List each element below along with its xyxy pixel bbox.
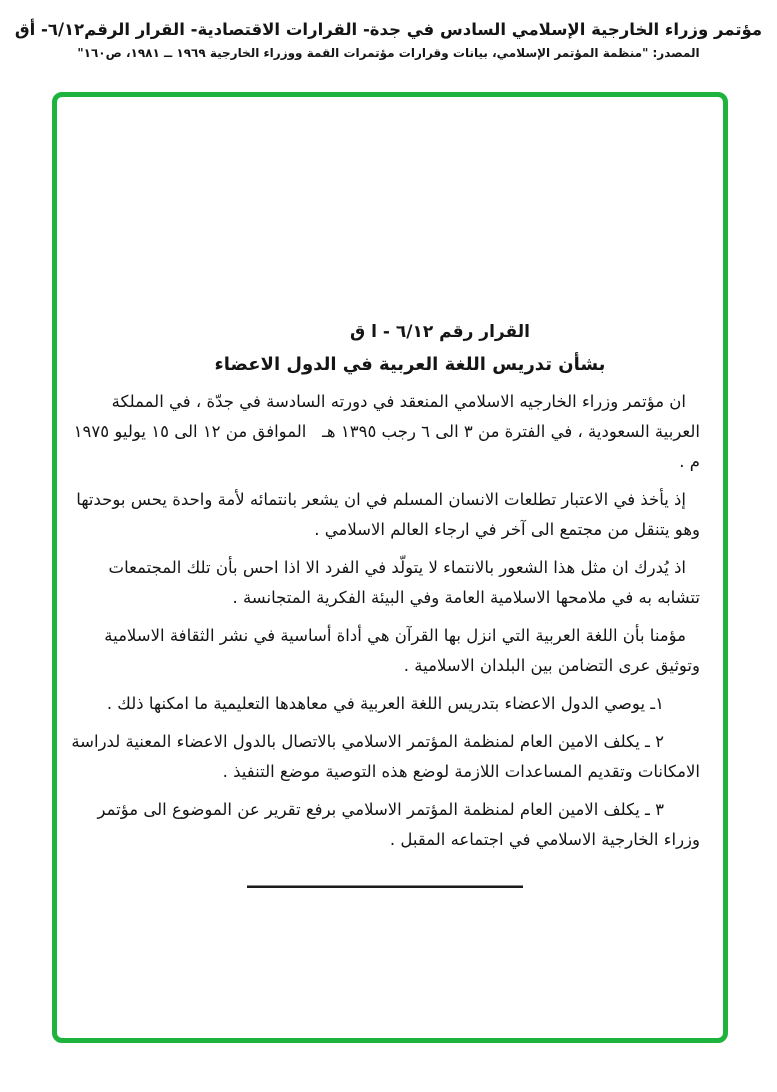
resolution-item-2: ٢ ـ يكلف الامين العام لمنظمة المؤتمر الاسلامي بالاتصال بالدول الاعضاء المعنية لدراسة الامكانات وتقديم المساعدات اللازمة لوضع هذه التوصية موضع التنفيذ . xyxy=(71,732,700,781)
resolution-subject-title: بشأن تدريس اللغة العربية في الدول الاعضاء xyxy=(214,354,606,375)
resolution-item-3: ٣ ـ يكلف الامين العام لمنظمة المؤتمر الاسلامي برفع تقرير عن الموضوع الى مؤتمر وزراء الخارجية الاسلامي في اجتماعه المقبل . xyxy=(97,800,700,849)
resolution-content xyxy=(57,97,723,888)
resolution-number-title: القرار رقم ٦/١٢ - ا ق xyxy=(350,322,530,342)
resolution-item-1: ١ـ يوصي الدول الاعضاء بتدريس اللغة العربية في معاهدها التعليمية ما امكنها ذلك . xyxy=(106,694,664,713)
preamble-paragraph-3: اذ يُدرك ان مثل هذا الشعور بالانتماء لا يتولّد في الفرد الا اذا احس بأن تلك المجتمعات تتشابه به في ملامحها الاسلامية العامة وفي البيئة الفكرية المتجانسة . xyxy=(108,558,700,607)
preamble-paragraph-2: إذ يأخذ في الاعتبار تطلعات الانسان المسلم في ان يشعر بانتمائه لأمة واحدة يحس بوحدتها وهو يتنقل من مجتمع الى آخر في ارجاء العالم الاسلامي . xyxy=(76,490,700,539)
preamble-paragraph-1: ان مؤتمر وزراء الخارجيه الاسلامي المنعقد في دورته السادسة في جدّة ، في المملكة العربية السعودية ، في الفترة من ٣ الى ٦ رجب ١٣٩٥ هـ الموافق من ١٢ الى ١٥ يوليو ١٩٧٥ م . xyxy=(73,392,700,471)
preamble-paragraph-4: مؤمنا بأن اللغة العربية التي انزل بها القرآن هي أداة أساسية في نشر الثقافة الاسلامية وتوثيق عرى التضامن بين البلدان الاسلامية . xyxy=(104,626,700,675)
resolution-body xyxy=(64,387,700,855)
document-header xyxy=(0,0,777,60)
header-source: المصدر: "منظمة المؤتمر الإسلامي، بيانات وقرارات مؤتمرات القمة ووزراء الخارجية ١٩٦٩ ــ ١٩٨١، ص١٦٠" xyxy=(77,46,700,60)
resolution-border-box xyxy=(52,92,728,1043)
bottom-divider xyxy=(247,885,523,888)
header-title: مؤتمر وزراء الخارجية الإسلامي السادس في جدة- القرارات الاقتصادية- القرار الرقم٦/١٢- أق xyxy=(14,20,763,39)
